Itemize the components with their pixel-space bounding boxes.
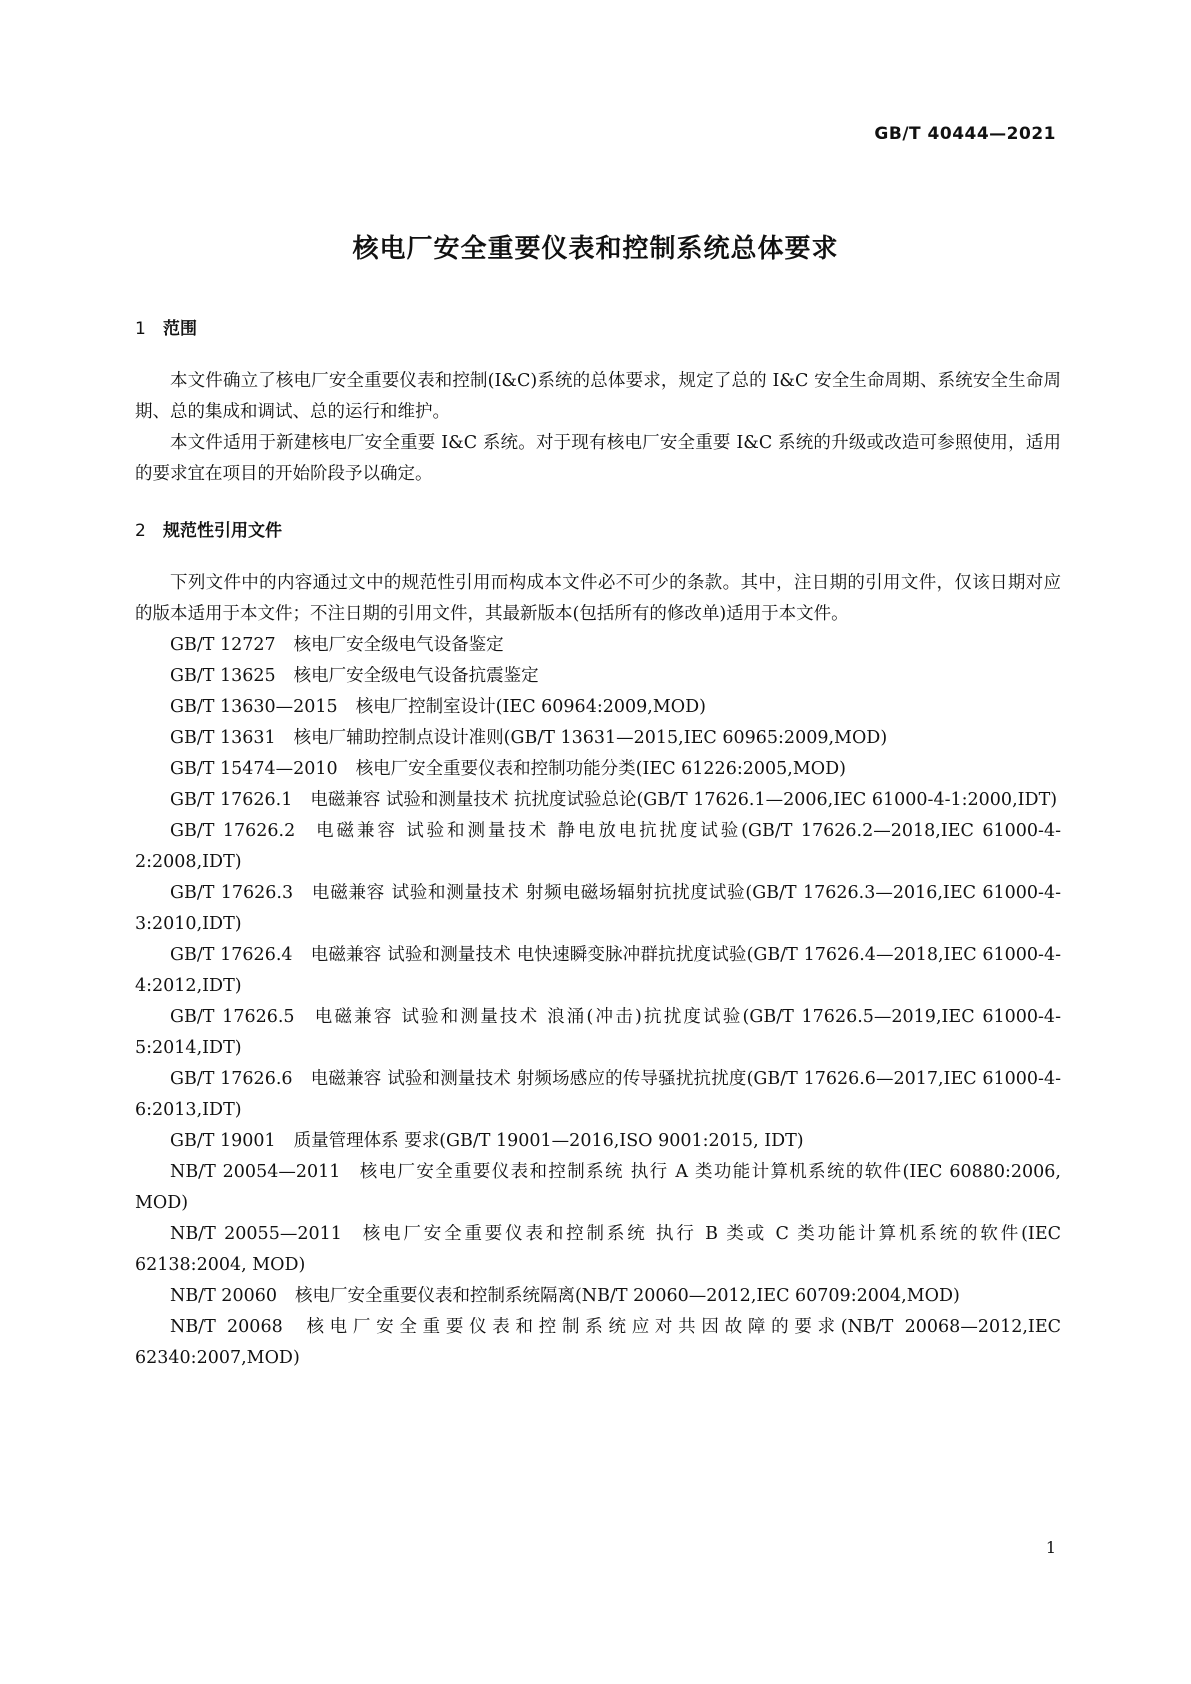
reference-item [135,1157,1061,1219]
reference-code: NB/T 20054—2011 [170,1162,341,1182]
reference-title: 核电厂安全重要仪表和控制系统 执行 A 类功能计算机系统的软件(IEC 60880:2006, MOD) [135,1162,1061,1213]
reference-code: NB/T 20055—2011 [170,1224,342,1244]
reference-code: GB/T 17626.5 [170,1007,295,1027]
reference-item [135,1126,1061,1157]
section-1-heading [135,314,197,339]
reference-title: 电磁兼容 试验和测量技术 浪涌(冲击)抗扰度试验(GB/T 17626.5—2019,IEC 61000-4-5:2014,IDT) [135,1007,1061,1058]
standard-number: GB/T 40444—2021 [874,124,1056,144]
section-1-number: 1 [135,319,146,339]
reference-title: 核电厂安全级电气设备鉴定 [293,635,504,655]
reference-code: NB/T 20060 [170,1286,277,1306]
reference-title: 核电厂安全级电气设备抗震鉴定 [293,666,539,686]
reference-title: 电磁兼容 试验和测量技术 静电放电抗扰度试验(GB/T 17626.2—2018,IEC 61000-4-2:2008,IDT) [135,821,1061,872]
reference-title: 核电厂安全重要仪表和控制系统隔离(NB/T 20060—2012,IEC 60709:2004,MOD) [294,1286,960,1306]
section-1-title: 范围 [163,319,197,339]
reference-item [135,1002,1061,1064]
reference-item [135,754,1061,785]
reference-list [135,630,1061,1374]
reference-item [135,785,1061,816]
section-2-heading [135,516,282,541]
reference-item [135,630,1061,661]
reference-title: 电磁兼容 试验和测量技术 射频场感应的传导骚扰抗扰度(GB/T 17626.6—2017,IEC 61000-4-6:2013,IDT) [135,1069,1061,1120]
reference-code: GB/T 13630—2015 [170,697,338,717]
reference-title: 电磁兼容 试验和测量技术 射频电磁场辐射抗扰度试验(GB/T 17626.3—2016,IEC 61000-4-3:2010,IDT) [135,883,1061,934]
section-2-title: 规范性引用文件 [163,521,282,541]
section-2-number: 2 [135,521,146,541]
reference-code: GB/T 13625 [170,666,276,686]
page-number: 1 [1045,1538,1056,1557]
reference-item [135,1219,1061,1281]
reference-item [135,940,1061,1002]
reference-title: 电磁兼容 试验和测量技术 抗扰度试验总论(GB/T 17626.1—2006,IEC 61000-4-1:2000,IDT) [310,790,1058,810]
section-1-body [135,366,1061,490]
reference-code: GB/T 17626.2 [170,821,296,841]
reference-code: GB/T 17626.6 [170,1069,293,1089]
reference-item [135,692,1061,723]
reference-code: GB/T 17626.4 [170,945,293,965]
reference-item [135,661,1061,692]
reference-item [135,1064,1061,1126]
reference-code: NB/T 20068 [170,1317,283,1337]
reference-title: 核电厂安全重要仪表和控制系统 执行 B 类或 C 类功能计算机系统的软件(IEC 62138:2004, MOD) [135,1224,1061,1275]
reference-title: 核电厂辅助控制点设计准则(GB/T 13631—2015,IEC 60965:2009,MOD) [293,728,888,748]
reference-item [135,723,1061,754]
reference-title: 核电厂安全重要仪表和控制功能分类(IEC 61226:2005,MOD) [355,759,846,779]
reference-title: 核电厂控制室设计(IEC 60964:2009,MOD) [355,697,706,717]
normative-intro: 下列文件中的内容通过文中的规范性引用而构成本文件必不可少的条款。其中，注日期的引用文件，仅该日期对应的版本适用于本文件；不注日期的引用文件，其最新版本(包括所有的修改单)适用于本文件。 [135,573,1061,624]
reference-code: GB/T 15474—2010 [170,759,338,779]
reference-code: GB/T 17626.1 [170,790,293,810]
reference-code: GB/T 19001 [170,1131,276,1151]
reference-item [135,816,1061,878]
reference-title: 核电厂安全重要仪表和控制系统应对共因故障的要求(NB/T 20068—2012,IEC 62340:2007,MOD) [135,1317,1061,1368]
reference-code: GB/T 17626.3 [170,883,294,903]
reference-item [135,1281,1061,1312]
section-2-body [135,568,1061,1374]
reference-code: GB/T 13631 [170,728,276,748]
reference-code: GB/T 12727 [170,635,276,655]
scope-paragraph: 本文件确立了核电厂安全重要仪表和控制(I&C)系统的总体要求，规定了总的 I&C 安全生命周期、系统安全生命周期、总的集成和调试、总的运行和维护。 [135,371,1061,422]
reference-title: 质量管理体系 要求(GB/T 19001—2016,ISO 9001:2015, IDT) [293,1131,804,1151]
scope-paragraph: 本文件适用于新建核电厂安全重要 I&C 系统。对于现有核电厂安全重要 I&C 系统的升级或改造可参照使用，适用的要求宜在项目的开始阶段予以确定。 [135,433,1061,484]
document-title: 核电厂安全重要仪表和控制系统总体要求 [352,234,839,264]
reference-item [135,878,1061,940]
reference-title: 电磁兼容 试验和测量技术 电快速瞬变脉冲群抗扰度试验(GB/T 17626.4—2018,IEC 61000-4-4:2012,IDT) [135,945,1061,996]
reference-item [135,1312,1061,1374]
